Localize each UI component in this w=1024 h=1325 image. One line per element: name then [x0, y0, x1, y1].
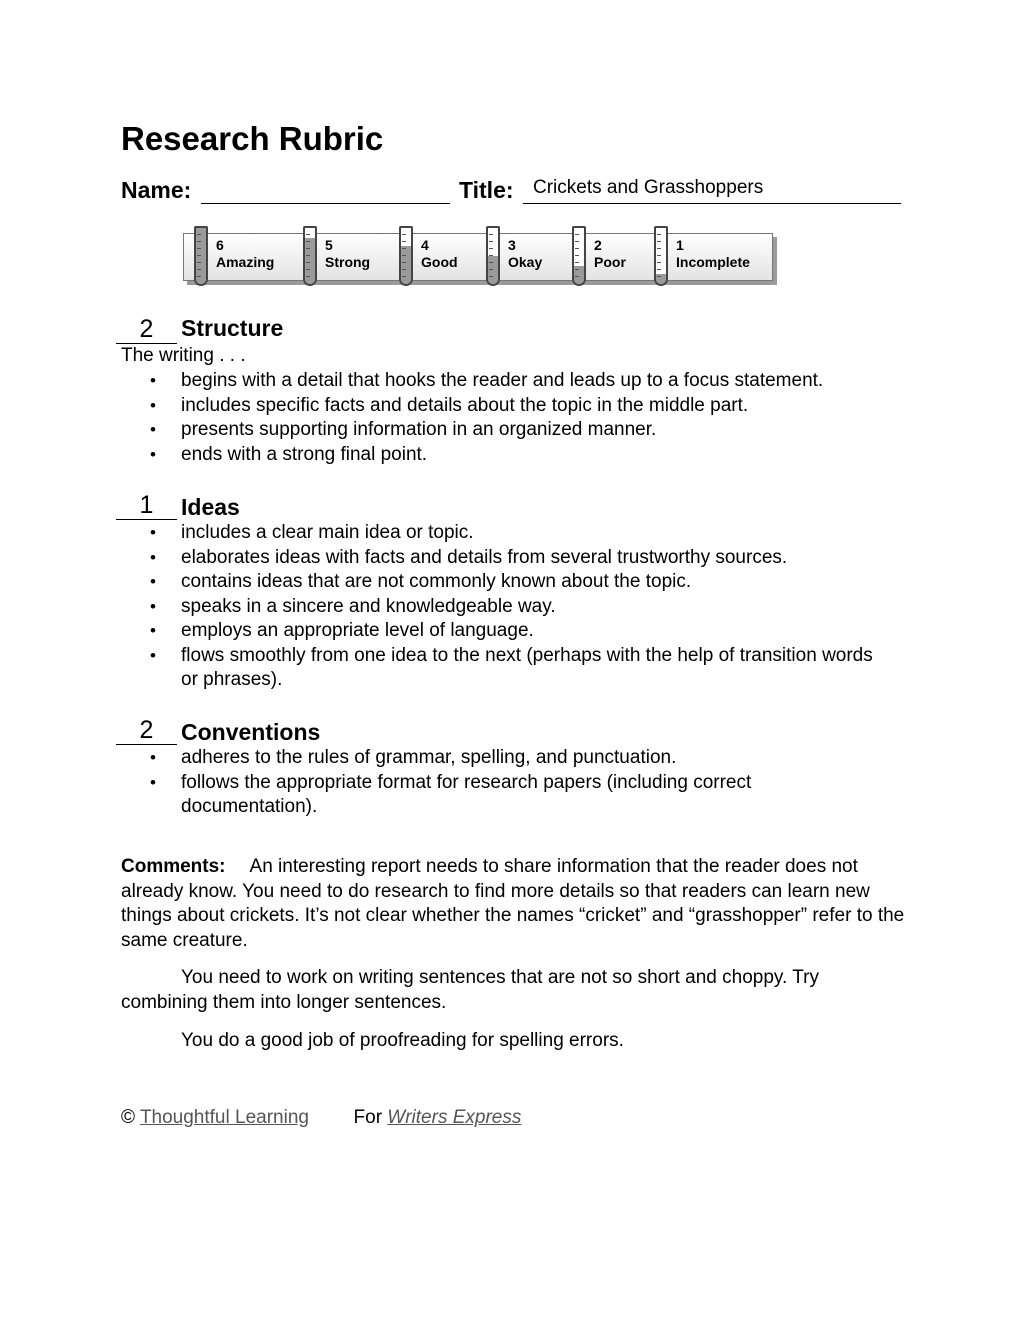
- scale-level-3: 3 Okay: [508, 237, 543, 270]
- structure-criteria-list: [121, 369, 911, 467]
- name-label: Name:: [121, 177, 192, 203]
- structure-heading: Structure: [181, 315, 284, 341]
- list-item: • presents supporting information in an organized manner.: [121, 418, 911, 443]
- name-field[interactable]: [201, 177, 450, 204]
- list-item: • flows smoothly from one idea to the next (perhaps with the help of transition words or phrases).: [121, 644, 881, 693]
- thermometer-icon-6: [194, 226, 208, 286]
- footer: [121, 1107, 521, 1129]
- structure-score[interactable]: 2: [116, 316, 177, 344]
- ideas-criteria-list: [121, 521, 881, 693]
- conventions-criteria-list: [121, 746, 821, 820]
- book-link[interactable]: Writers Express: [387, 1107, 522, 1128]
- scale-level-4: 4 Good: [421, 237, 458, 270]
- scale-level-6: 6 Amazing: [216, 237, 275, 270]
- comments-paragraph-2: You need to work on writing sentences that are not so short and choppy. Try combining them into longer sentences.: [121, 967, 819, 1013]
- list-item: • includes a clear main idea or topic.: [121, 521, 881, 546]
- thermometer-icon-3: [486, 226, 500, 286]
- conventions-score[interactable]: 2: [116, 717, 177, 745]
- list-item: • includes specific facts and details about the topic in the middle part.: [121, 394, 911, 419]
- copyright-symbol: ©: [121, 1107, 135, 1128]
- scale-level-2: 2 Poor: [594, 237, 626, 270]
- scale-level-5: 5 Strong: [325, 237, 371, 270]
- comments-paragraph-3: You do a good job of proofreading for spelling errors.: [181, 1029, 624, 1051]
- list-item: • elaborates ideas with facts and details from several trustworthy sources.: [121, 546, 881, 571]
- scale-level-1: 1 Incomplete: [676, 237, 750, 270]
- title-label: Title:: [459, 177, 514, 203]
- title-field[interactable]: [523, 177, 901, 204]
- rating-scale: [180, 226, 780, 290]
- conventions-heading: Conventions: [181, 719, 321, 745]
- ideas-score[interactable]: 1: [116, 492, 177, 520]
- thermometer-icon-4: [399, 226, 413, 286]
- list-item: • begins with a detail that hooks the reader and leads up to a focus statement.: [121, 369, 911, 394]
- thermometer-icon-5: [303, 226, 317, 286]
- title-value: Crickets and Grasshoppers: [533, 177, 764, 198]
- publisher-link[interactable]: Thoughtful Learning: [139, 1107, 309, 1128]
- comments-block: [121, 855, 906, 1066]
- list-item: • speaks in a sincere and knowledgeable way.: [121, 595, 881, 620]
- list-item: • follows the appropriate format for research papers (including correct documentation).: [121, 771, 821, 820]
- list-item: • contains ideas that are not commonly known about the topic.: [121, 570, 881, 595]
- list-item: • employs an appropriate level of language.: [121, 619, 881, 644]
- thermometer-icon-1: [654, 226, 668, 286]
- list-item: • ends with a strong final point.: [121, 443, 911, 468]
- comments-paragraph-1: Comments: An interesting report needs to share information that the reader does not already know. You need to do research to find more details so that readers can learn new things about crickets. It’s not clear whether the names “cricket” and “grasshopper” refer to the same creature.: [121, 856, 905, 951]
- thermometer-icon-2: [572, 226, 586, 286]
- comments-label: Comments:: [121, 856, 226, 877]
- for-label: For: [353, 1107, 383, 1128]
- page-title: Research Rubric: [121, 120, 384, 157]
- list-item: • adheres to the rules of grammar, spelling, and punctuation.: [121, 746, 821, 771]
- structure-intro: The writing . . .: [121, 345, 246, 366]
- ideas-heading: Ideas: [181, 494, 240, 520]
